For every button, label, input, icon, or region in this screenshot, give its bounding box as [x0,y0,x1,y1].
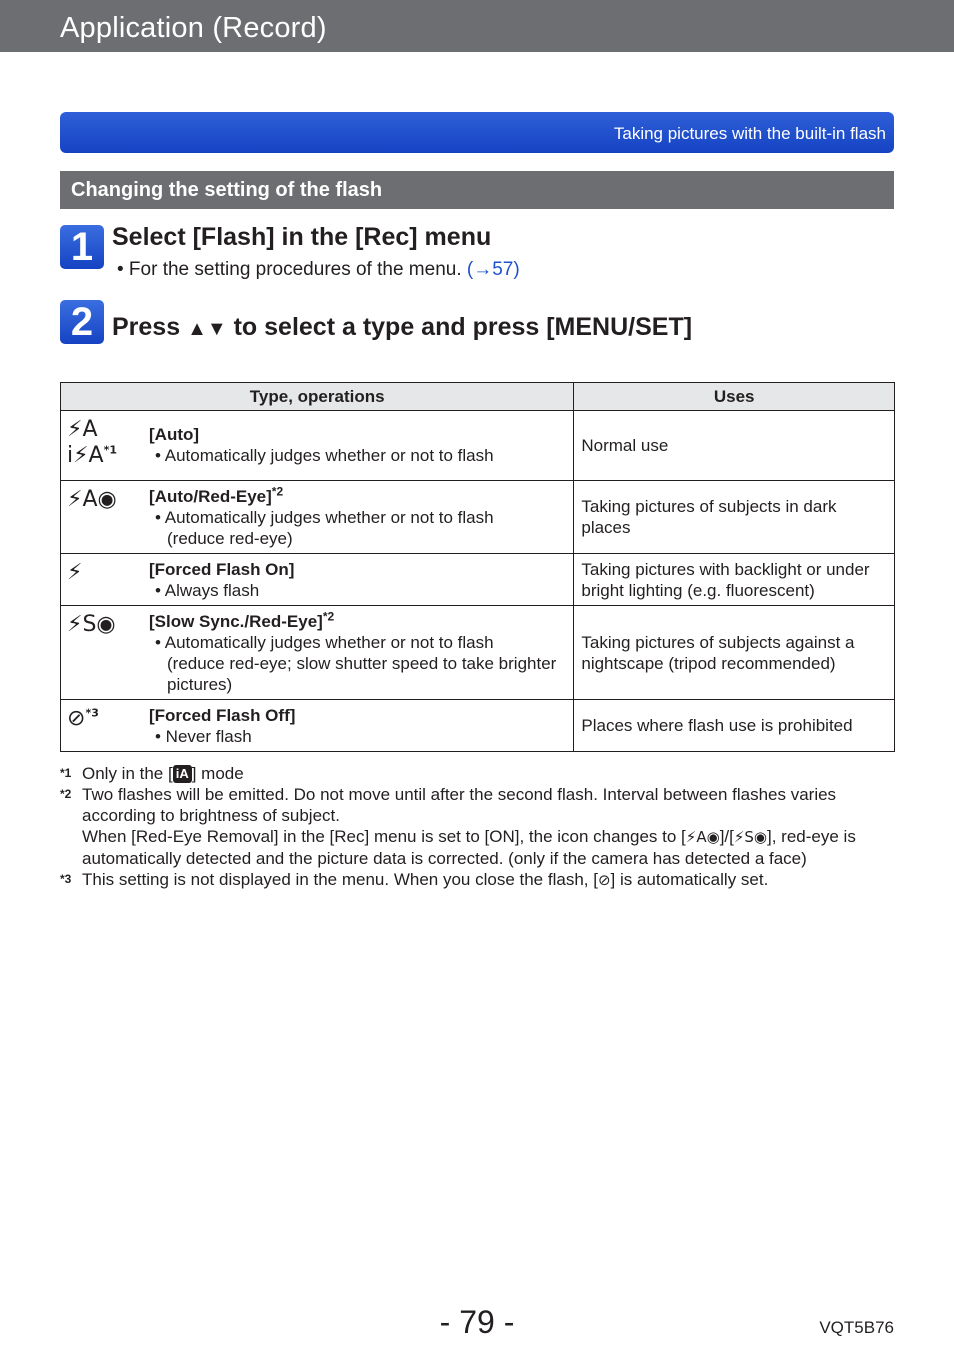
page-title: Application (Record) [60,12,327,44]
page-link[interactable]: (→57) [466,259,520,280]
footnote-mark: *3 [60,872,72,886]
flash-types-table [60,382,895,752]
footnote-2-line2-before: When [Red-Eye Removal] in the [Rec] menu is set to [ON], the icon changes to [ [82,827,686,846]
uses-cell: Taking pictures of subjects against a nightscape (tripod recommended) [574,606,895,700]
footnote-2-separator: ]/[ [719,827,734,846]
flash-on-icon: ⚡ [67,560,83,585]
footnote-2-line2-after: ], red-eye is automatically detected and the picture data is corrected. (only if the camera has detected a face) [82,827,856,868]
type-description [149,606,573,699]
footnote-3-before: This setting is not displayed in the menu. When you close the flash, [ [82,870,598,889]
type-description [149,700,573,751]
type-cell [61,700,574,752]
footnote-mark: *2 [60,787,72,801]
section-header [60,171,894,209]
step-1-title: Select [Flash] in the [Rec] menu [112,223,492,251]
footnote-1-before: Only in the [ [82,764,173,783]
type-name-text: [Slow Sync./Red-Eye] [149,612,323,631]
flash-off-symbol: ⊘ [67,706,86,731]
step-2-number: 2 [60,300,104,344]
type-description [149,481,573,553]
type-name: [Forced Flash On] [149,560,295,579]
red-eye-removal-slow-icon: ⚡S◉ [733,828,768,846]
topic-bar [60,112,894,153]
type-bullet: • Never flash [155,727,252,746]
header-bar [0,0,954,52]
footnote-2-line2 [82,826,894,869]
type-cell [61,481,574,554]
up-down-arrows-icon: ▲▼ [187,318,227,340]
type-footnote-mark: *2 [322,609,335,624]
type-name: [Auto] [149,425,200,444]
icon-group [67,612,149,638]
red-eye-removal-auto-icon: ⚡A◉ [685,828,720,846]
step-2-title-after: to select a type and press [MENU/SET] [226,313,693,341]
icon-group [67,417,149,469]
flash-auto-red-eye-icon: ⚡A◉ [67,487,117,512]
flash-off-icon [67,706,149,732]
uses-cell: Places where flash use is prohibited [574,700,895,752]
type-name-text: [Auto/Red-Eye] [149,487,272,506]
flash-auto-icon: ⚡A [67,417,98,442]
uses-cell: Taking pictures of subjects in dark places [574,481,895,554]
uses-cell: Normal use [574,411,895,481]
step-1-number: 1 [60,225,104,269]
table-row [61,554,895,606]
footnote-1-after: ] mode [191,764,244,783]
type-bullet-continued: (reduce red-eye; slow shutter speed to take brighter pictures) [167,654,557,694]
topic-label: Taking pictures with the built-in flash [613,124,886,143]
footnotes [60,763,894,891]
ia-mode-icon: iA [173,765,192,783]
table-row [61,481,895,554]
type-name: [Forced Flash Off] [149,706,296,725]
step-1-note [117,259,520,281]
type-bullet: • Automatically judges whether or not to flash [155,446,494,465]
section-title: Changing the setting of the flash [71,179,383,201]
document-code: VQT5B76 [819,1318,894,1337]
uses-cell: Taking pictures with backlight or under bright lighting (e.g. fluorescent) [574,554,895,606]
footnote-1 [60,763,894,784]
footnote-3-after: ] is automatically set. [610,870,769,889]
icon-group [67,487,149,513]
type-cell [61,606,574,700]
flash-off-icon: ⊘ [597,871,611,889]
type-bullet: • Automatically judges whether or not to flash [155,633,494,652]
type-description [149,411,573,470]
slow-sync-red-eye-icon: ⚡S◉ [67,612,116,637]
footnote-2 [60,784,894,869]
icon-group [67,706,149,732]
icon-footnote-mark: *1 [103,443,118,457]
table-row [61,606,895,700]
type-bullet: • Always flash [155,581,260,600]
icon-group [67,560,149,586]
type-cell [61,411,574,481]
header-uses: Uses [574,383,895,411]
icon-footnote-mark: *3 [85,706,99,720]
type-name [149,486,573,507]
type-bullet: • Automatically judges whether or not to flash [155,508,494,527]
header-type: Type, operations [61,383,574,411]
step-2-title-before: Press [112,313,188,341]
table-row [61,411,895,481]
type-description [149,554,573,605]
footnote-2-line1: Two flashes will be emitted. Do not move until after the second flash. Interval between flashes varies according to brightness of subject. [82,785,837,825]
table-row [61,700,895,752]
ia-flash-auto-icon [67,443,149,469]
type-bullet-continued: (reduce red-eye) [167,529,293,548]
page-number: - 79 - [439,1304,515,1340]
step-2-title [112,313,692,342]
type-name [149,611,573,632]
footnote-3 [60,869,894,891]
footnote-mark: *1 [60,766,72,780]
ia-flash-auto-symbol: i⚡A [67,443,104,468]
step-1-note-text: • For the setting procedures of the menu. [117,259,467,280]
type-cell [61,554,574,606]
type-footnote-mark: *2 [271,484,284,499]
table-header-row [61,383,895,411]
